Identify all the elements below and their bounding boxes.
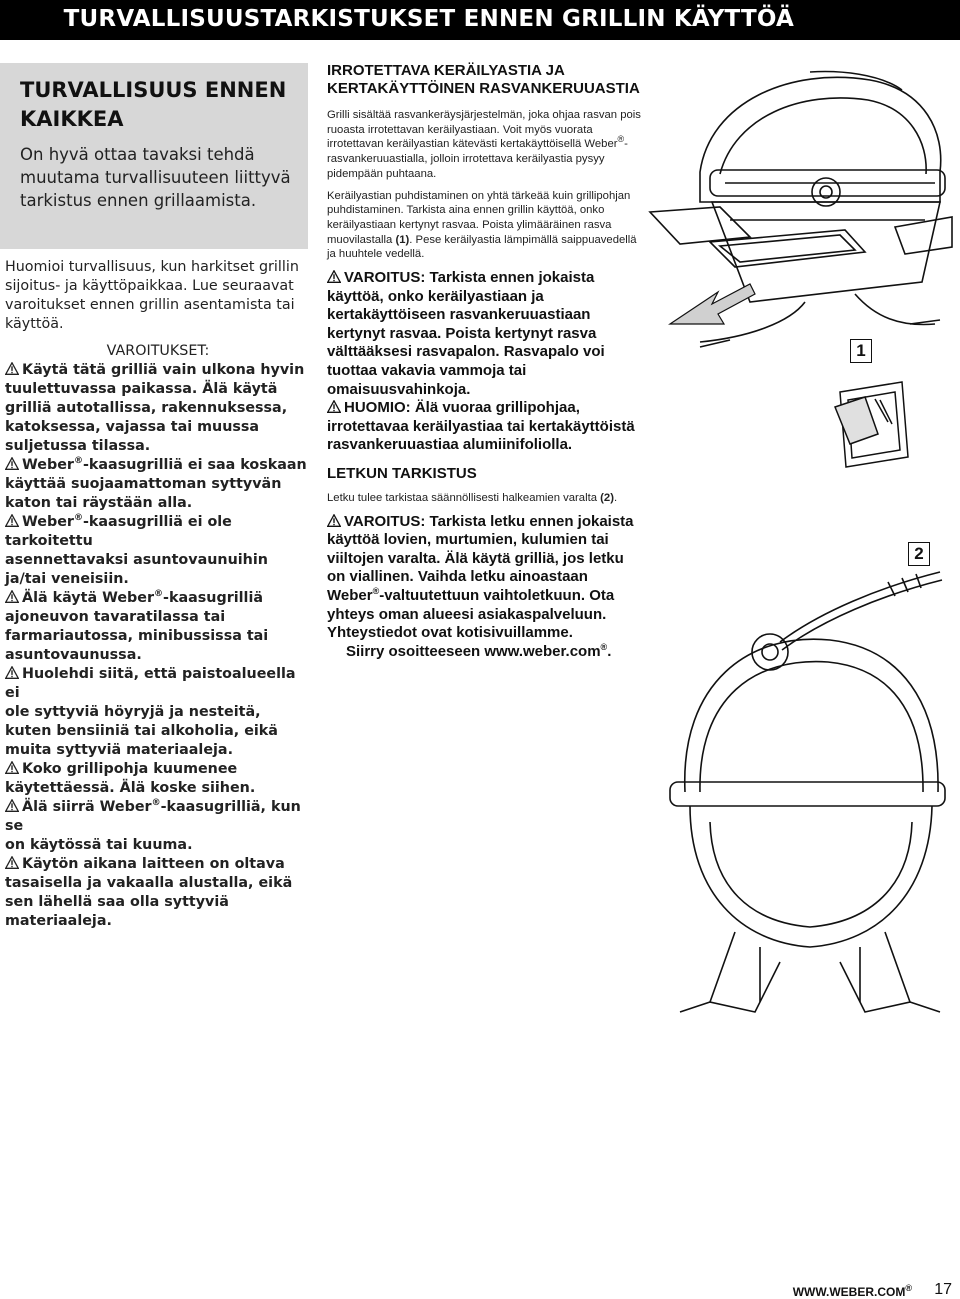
warning-icon	[5, 666, 19, 679]
warning-item: Älä siirrä Weber®-kaasugrilliä, kun se on käytössä tai kuuma.	[5, 798, 301, 853]
hose-warning: VAROITUS: Tarkista letku ennen jokaista käyttöä lovien, murtumien, kulumien tai viiltojen varalta. Älä käytä grilliä, jos letku on viallinen. Vaihda letku ainoastaan Weber®-valtuutettuun vaihtoletkuun. Ota yhteys oman alueesi asiakaspalveluun. Yhteystiedot ovat kotisivuillamme.	[327, 512, 634, 642]
footer-website: WWW.WEBER.COM®	[792, 1283, 912, 1299]
warnings-heading: VAROITUKSET:	[106, 343, 210, 359]
illustration-area	[640, 62, 958, 1222]
catch-pan-heading: IRROTETTAVA KERÄILYASTIA JA KERTAKÄYTTÖINEN RASVANKERUUASTIA	[327, 62, 640, 97]
warning-item: Käytä tätä grilliä vain ulkona hyvin tuulettuvassa paikassa. Älä käytä grilliä autotallissa, rakennuksessa, katoksessa, vajassa tai muussa suljetussa tilassa.	[5, 362, 305, 454]
grease-warning: VAROITUS: Tarkista ennen jokaista käyttöä, onko keräilyastiaan ja kertakäyttöiseen rasvankeruuastiaan kertynyt rasvaa. Poista kertynyt rasva välttääksesi rasvapalon. Rasvapalo voi tuottaa vakavia vammoja tai omaisuusvahinkoja.	[327, 269, 605, 398]
warning-icon	[5, 799, 19, 812]
middle-column	[327, 62, 642, 661]
warning-item: Weber®-kaasugrilliä ei saa koskaan käyttää suojaamattoman syttyvän katon tai räystään alla.	[5, 456, 307, 511]
warning-item: Käytön aikana laitteen on oltava tasaisella ja vakaalla alustalla, eikä sen lähellä saa olla syttyviä materiaaleja.	[5, 856, 293, 929]
warning-item: Koko grillipohja kuumenee käytettäessä. Älä koske siihen.	[5, 761, 256, 796]
warning-item: Weber®-kaasugrilliä ei ole tarkoitettu asennettavaksi asuntovaunuihin ja/tai veneisiin.	[5, 513, 268, 587]
warning-icon	[327, 400, 341, 413]
hose-heading: LETKUN TARKISTUS	[327, 464, 477, 482]
intro-lead: On hyvä ottaa tavaksi tehdä muutama turvallisuuteen liittyvä tarkistus ennen grillaamista.	[20, 145, 291, 210]
warning-item: Huolehdi siitä, että paistoalueella ei ole syttyviä höyryjä ja nesteitä, kuten bensiiniä tai alkoholia, eikä muita syttyviä materiaaleja.	[5, 666, 296, 758]
safety-paragraph: Huomioi turvallisuus, kun harkitset grillin sijoitus- ja käyttöpaikkaa. Lue seuraavat varoitukset ennen grillin asentamista tai käyttöä.	[5, 259, 299, 332]
callout-2: 2	[908, 542, 930, 566]
grill-catch-pan-illustration	[640, 62, 958, 492]
warning-icon	[5, 514, 19, 527]
hose-paragraph: Letku tulee tarkistaa säännöllisesti halkeamien varalta (2).	[327, 491, 618, 504]
warning-icon	[5, 362, 19, 375]
warning-icon	[5, 590, 19, 603]
website-line: Siirry osoitteeseen www.weber.com®.	[346, 641, 612, 660]
grill-hose-illustration	[640, 492, 958, 1192]
callout-1: 1	[850, 339, 872, 363]
left-column	[5, 258, 311, 931]
warning-item: Älä käytä Weber®-kaasugrilliä ajoneuvon tavaratilassa tai farmariautossa, minibussissa tai asuntovaunussa.	[5, 589, 269, 663]
page-number: 17	[934, 1281, 952, 1298]
warning-icon	[327, 270, 341, 283]
cleaning-paragraph: Keräilyastian puhdistaminen on yhtä tärkeää kuin grillipohjan puhdistaminen. Tarkista aina ennen grillin käyttöä, onko keräilyastiaan kertynyt rasvaa. Poista ylimääräinen rasva muovilastalla (1). Pese keräilyastia lämpimällä saippuavedellä ja huuhtele vedellä.	[327, 189, 637, 261]
warning-icon	[5, 457, 19, 470]
warning-icon	[327, 514, 341, 527]
foil-caution: HUOMIO: Älä vuoraa grillipohjaa, irrotettavaa keräilyastiaa tai kertakäyttöistä rasvankeruuastiaa alumiinifoliolla.	[327, 399, 635, 454]
intro-heading: TURVALLISUUS ENNEN KAIKKEA	[20, 78, 287, 131]
header-bar	[0, 0, 960, 40]
page-title: TURVALLISUUSTARKISTUKSET ENNEN GRILLIN KÄYTTÖÄ	[63, 6, 794, 32]
catch-pan-paragraph: Grilli sisältää rasvankeräysjärjestelmän, joka ohjaa rasvan pois ruoasta irrotettavan keräilyastiaan. Voit myös vuorata irrotettavan keräilyastian kätevästi kertakäyttöisellä Weber®-rasvankeruuastialla, jolloin irrotettava keräilyastia pysyy pidempään puhtaana.	[327, 109, 641, 180]
warning-icon	[5, 761, 19, 774]
warning-icon	[5, 856, 19, 869]
